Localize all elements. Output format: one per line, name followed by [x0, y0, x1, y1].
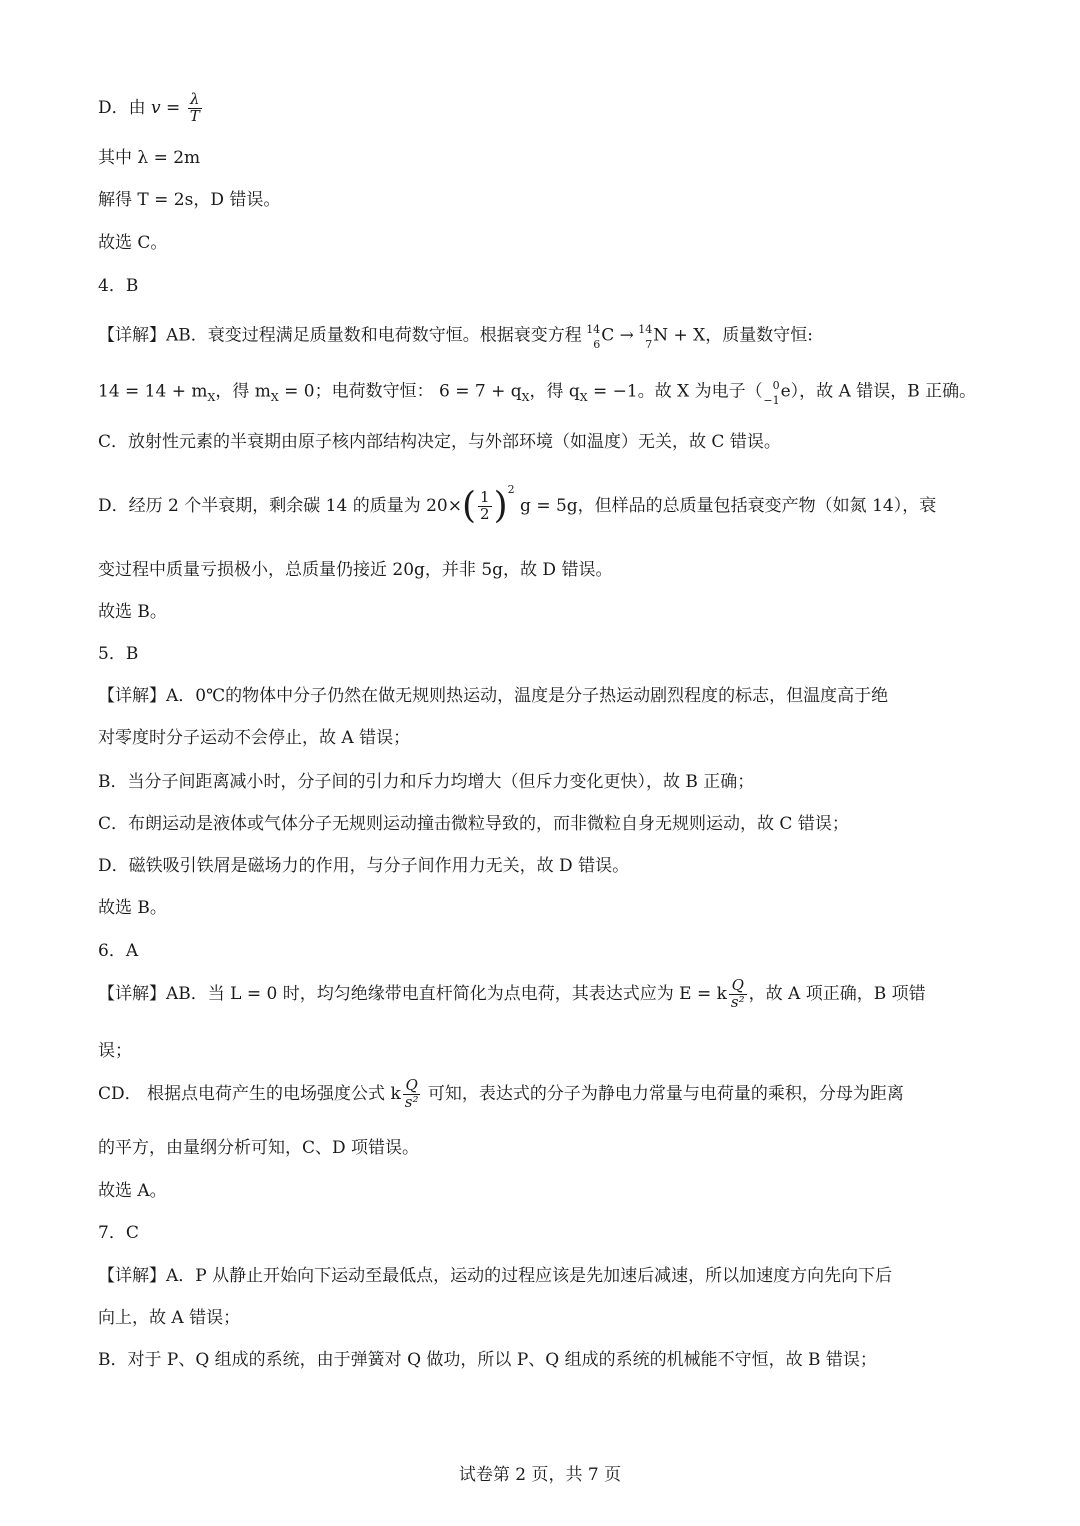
frac-num: 1: [480, 488, 490, 507]
line-q4-c: C．放射性元素的半衰期由原子核内部结构决定，与外部环境（如温度）无关，故 C 错误。: [98, 432, 781, 452]
line-q6-cd-cont: 的平方，由量纲分析可知，C、D 项错误。: [98, 1138, 420, 1158]
frac-num: λ: [188, 92, 202, 109]
text: e），故 A 错误，B 正确。: [780, 381, 977, 402]
mass-number: 14: [638, 323, 653, 336]
text: g = 5g，但样品的总质量包括衰变产物（如氮 14），衰: [514, 496, 937, 516]
line-answer-c: 故选 C。: [98, 233, 168, 253]
text: = −1。故 X 为电子（: [587, 381, 763, 402]
text: D．经历 2 个半衰期，剩余碳 14 的质量为 20×: [98, 496, 462, 516]
text: 14 = 14 + m: [98, 381, 208, 402]
atomic-number: −1: [763, 394, 780, 407]
line-q7-b: B．对于 P、Q 组成的系统，由于弹簧对 Q 做功，所以 P、Q 组成的系统的机械能不守恒，故 B 错误；: [98, 1350, 877, 1370]
text: 可知，表达式的分子为静电力常量与电荷量的乘积，分母为距离: [422, 1083, 904, 1104]
line-q5-b: B．当分子间距离减小时，分子间的引力和斥力均增大（但斥力变化更快），故 B 正确；: [98, 772, 755, 792]
line-q5-c: C．布朗运动是液体或气体分子无规则运动撞击微粒导致的，而非微粒自身无规则运动，故 C 错误；: [98, 814, 849, 834]
paren-right: ): [493, 485, 508, 527]
question-6-header: 6．A: [98, 941, 139, 961]
option-d-label: D．由: [98, 97, 146, 118]
atomic-number: 6: [593, 338, 601, 351]
frac-den: s²: [730, 992, 745, 1011]
line-q7-a-cont: 向上，故 A 错误；: [98, 1308, 241, 1328]
line-answer-b-2: 故选 B。: [98, 898, 167, 918]
fraction-q-over-s2: [403, 1078, 421, 1111]
text: 【详解】AB．当 L = 0 时，均匀绝缘带电直杆简化为点电荷，其表达式应为 E = k: [98, 983, 727, 1004]
text: CD． 根据点电荷产生的电场强度公式 k: [98, 1083, 401, 1104]
frac-den: s²: [404, 1092, 419, 1111]
line-q4-conservation: [98, 379, 988, 407]
subscript: X: [521, 390, 530, 404]
nuclide-c14: [586, 323, 601, 351]
line-d-formula: [98, 92, 988, 125]
question-5-header: 5．B: [98, 644, 139, 664]
line-lambda: 其中 λ = 2m: [98, 148, 201, 168]
text: C →: [601, 325, 640, 346]
line-q6-cd: [98, 1078, 988, 1122]
page-footer: 试卷第 2 页，共 7 页: [458, 1465, 622, 1485]
nuclide-n14: [638, 323, 653, 351]
subscript: X: [270, 390, 279, 404]
line-q6-ab: [98, 978, 988, 1022]
fraction-one-half: [478, 490, 492, 523]
line-q5-a: 【详解】A．0℃的物体中分子仍然在做无规则热运动，温度是分子热运动剧烈程度的标志，但温度高于绝: [98, 686, 889, 706]
text: N + X，质量数守恒:: [653, 325, 814, 346]
frac-num: Q: [729, 978, 747, 995]
line-q5-a-cont: 对零度时分子运动不会停止，故 A 错误；: [98, 728, 411, 748]
var-v: v: [151, 97, 161, 118]
paren-left: (: [461, 485, 477, 527]
line-answer-b: 故选 B。: [98, 602, 167, 622]
text: ，得 q: [529, 381, 580, 402]
fraction-q-over-s2: [729, 978, 747, 1011]
atomic-number: 7: [645, 338, 653, 351]
mass-number: 0: [772, 379, 780, 392]
equals: =: [160, 97, 186, 118]
mass-number: 14: [586, 323, 601, 336]
question-4-header: 4．B: [98, 276, 139, 296]
line-solve-t: 解得 T = 2s，D 错误。: [98, 190, 281, 210]
frac-den: 2: [480, 505, 490, 523]
line-q4-detail-ab: [98, 323, 988, 351]
exponent: 2: [507, 483, 515, 496]
subscript: X: [579, 390, 588, 404]
line-q5-d: D．磁铁吸引铁屑是磁场力的作用，与分子间作用力无关，故 D 错误。: [98, 856, 630, 876]
text: = 0；电荷数守恒： 6 = 7 + q: [278, 381, 522, 402]
fraction-lambda-over-t: [188, 92, 202, 125]
subscript: X: [207, 390, 216, 404]
text: ，故 A 项正确，B 项错: [748, 983, 926, 1004]
line-q6-ab-cont: 误；: [98, 1041, 132, 1061]
question-7-header: 7．C: [98, 1223, 139, 1243]
line-q4-d: [98, 484, 988, 530]
frac-num: Q: [403, 1078, 421, 1095]
text: ，得 m: [215, 381, 271, 402]
line-answer-a: 故选 A。: [98, 1181, 167, 1201]
text: 【详解】AB．衰变过程满足质量数和电荷数守恒。根据衰变方程: [98, 325, 588, 346]
frac-den: T: [189, 106, 200, 125]
line-q4-d-cont: 变过程中质量亏损极小，总质量仍接近 20g，并非 5g，故 D 错误。: [98, 560, 613, 580]
nuclide-electron: [763, 379, 781, 407]
line-q7-a: 【详解】A．P 从静止开始向下运动至最低点，运动的过程应该是先加速后减速，所以加速度方向先向下后: [98, 1266, 893, 1286]
